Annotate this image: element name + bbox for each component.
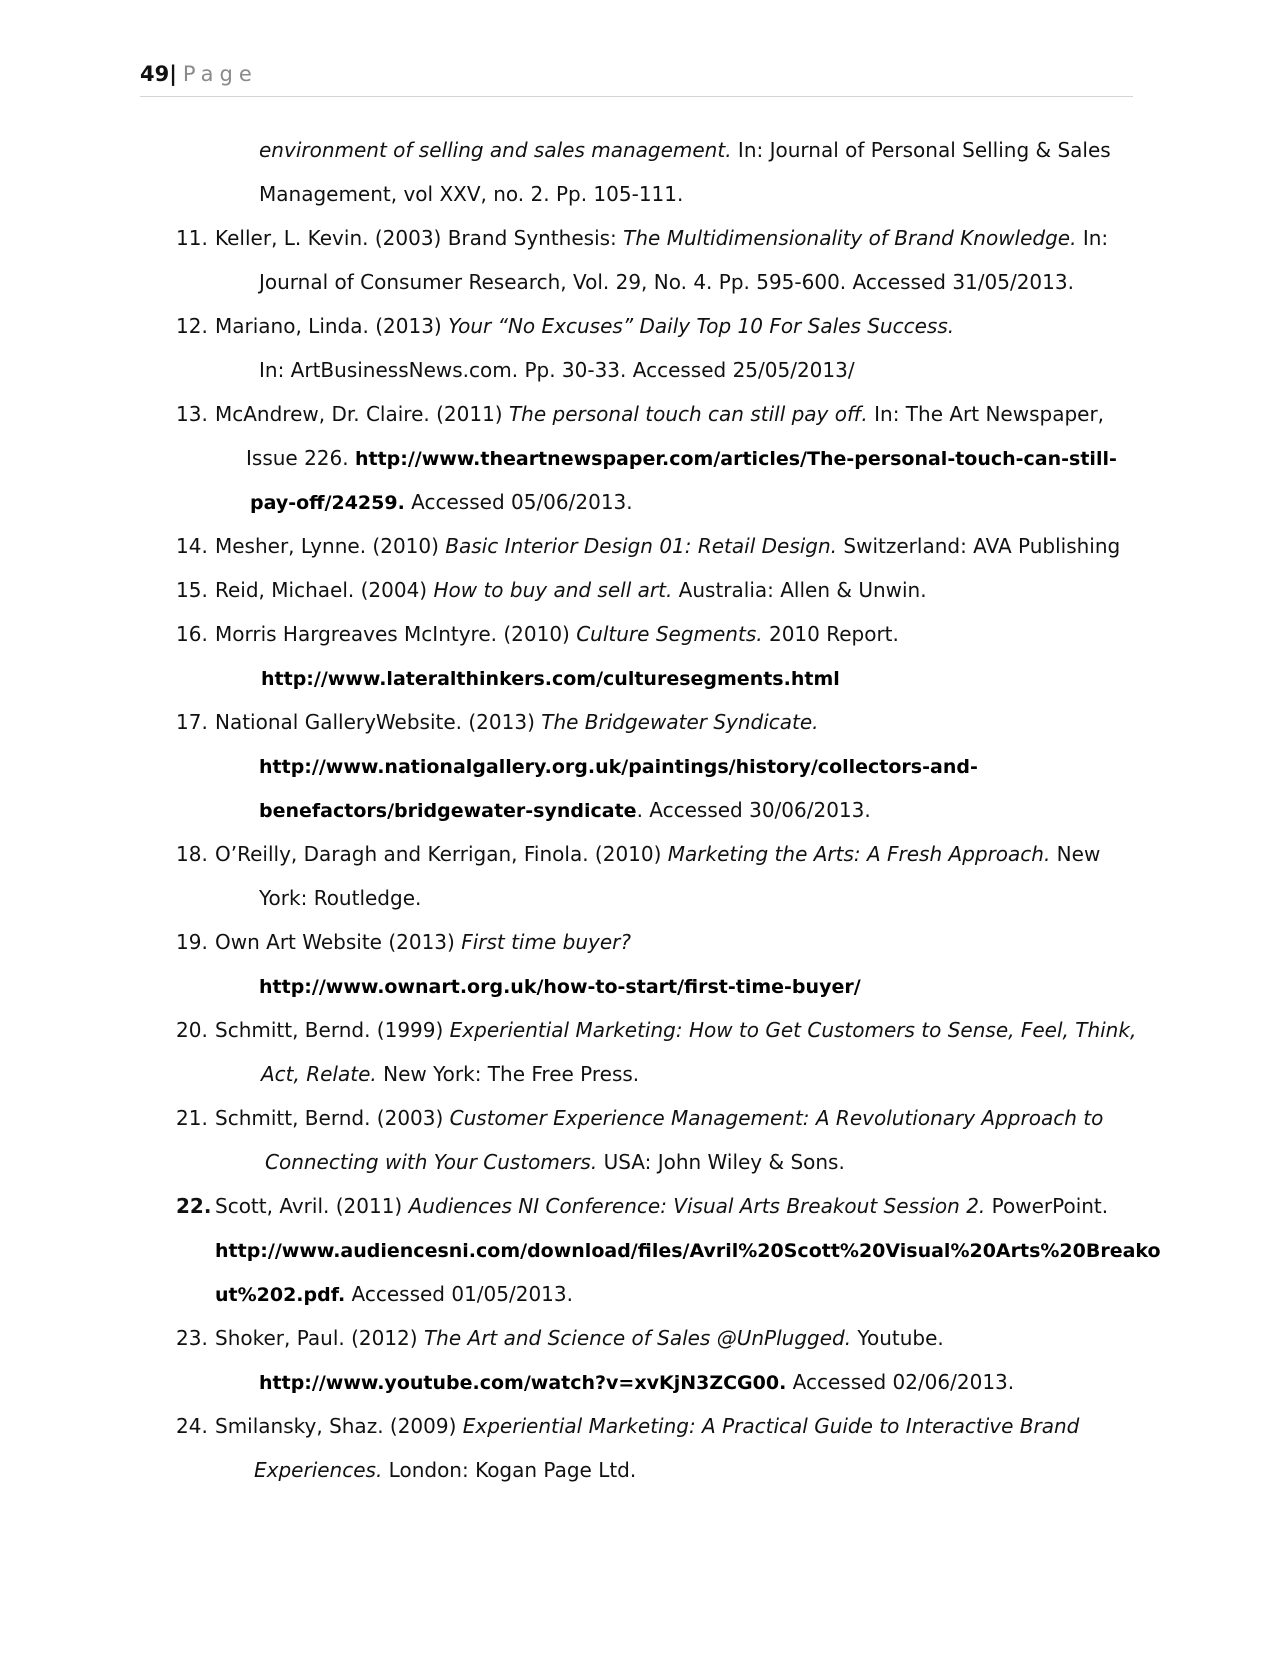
reference-continuation-line2: Management, vol XXV, no. 2. Pp. 105-111. (259, 182, 684, 206)
reference-item-line2: Issue 226. http://www.theartnewspaper.com/articles/The-personal-touch-can-still- (246, 446, 1117, 470)
reference-item-line2: http://www.youtube.com/watch?v=xvKjN3ZCG00. Accessed 02/06/2013. (259, 1370, 1015, 1394)
reference-number: 21. (176, 1106, 208, 1130)
page-number: 49| (140, 62, 177, 86)
reference-item-line3: ut%202.pdf. Accessed 01/05/2013. (215, 1282, 573, 1306)
reference-number: 18. (176, 842, 208, 866)
reference-item-line2 (259, 752, 978, 781)
reference-link[interactable]: pay-off/24259. (250, 492, 405, 514)
reference-number: 11. (176, 226, 208, 250)
reference-item-line3: pay-off/24259. Accessed 05/06/2013. (250, 490, 633, 514)
reference-item: McAndrew, Dr. Claire. (2011) The personal touch can still pay off. In: The Art Newspaper, (215, 402, 1105, 426)
reference-link[interactable]: http://www.audiencesni.com/download/files/Avril%20Scott%20Visual%20Arts%20Breako (215, 1240, 1161, 1262)
reference-link[interactable]: http://www.youtube.com/watch?v=xvKjN3ZCG00. (259, 1372, 787, 1394)
reference-link[interactable]: http://www.ownart.org.uk/how-to-start/first-time-buyer/ (259, 976, 861, 998)
reference-number: 14. (176, 534, 208, 558)
reference-item-line2: In: ArtBusinessNews.com. Pp. 30-33. Accessed 25/05/2013/ (259, 358, 855, 382)
reference-continuation-line1: environment of selling and sales management. In: Journal of Personal Selling & Sales (259, 138, 1111, 162)
reference-item-line2 (259, 972, 861, 1001)
page-header (140, 62, 1133, 97)
reference-link[interactable]: ut%202.pdf. (215, 1284, 346, 1306)
reference-item-line2: Connecting with Your Customers. USA: John Wiley & Sons. (265, 1150, 845, 1174)
reference-item: Mesher, Lynne. (2010) Basic Interior Design 01: Retail Design. Switzerland: AVA Publishing (215, 534, 1121, 558)
reference-link[interactable]: benefactors/bridgewater-syndicate (259, 800, 637, 822)
page-label: Page (182, 62, 258, 86)
reference-item: Shoker, Paul. (2012) The Art and Science of Sales @UnPlugged. Youtube. (215, 1326, 944, 1350)
reference-link[interactable]: http://www.theartnewspaper.com/articles/The-personal-touch-can-still- (354, 448, 1117, 470)
reference-number: 23. (176, 1326, 208, 1350)
reference-item-line2 (215, 1236, 1161, 1265)
reference-number: 17. (176, 710, 208, 734)
reference-item: Scott, Avril. (2011) Audiences NI Conference: Visual Arts Breakout Session 2. PowerPoint. (215, 1194, 1109, 1218)
reference-item-line3: benefactors/bridgewater-syndicate. Accessed 30/06/2013. (259, 798, 871, 822)
reference-number: 22. (176, 1194, 212, 1218)
reference-number: 24. (176, 1414, 208, 1438)
reference-item: Morris Hargreaves McIntyre. (2010) Culture Segments. 2010 Report. (215, 622, 899, 646)
reference-item: Schmitt, Bernd. (2003) Customer Experience Management: A Revolutionary Approach to (215, 1106, 1104, 1130)
reference-item-line2: Journal of Consumer Research, Vol. 29, No. 4. Pp. 595-600. Accessed 31/05/2013. (259, 270, 1074, 294)
reference-item: Reid, Michael. (2004) How to buy and sell art. Australia: Allen & Unwin. (215, 578, 927, 602)
reference-item: Smilansky, Shaz. (2009) Experiential Marketing: A Practical Guide to Interactive Brand (215, 1414, 1080, 1438)
reference-link[interactable]: http://www.lateralthinkers.com/culturesegments.html (261, 668, 840, 690)
reference-item: National GalleryWebsite. (2013) The Bridgewater Syndicate. (215, 710, 819, 734)
reference-number: 15. (176, 578, 208, 602)
reference-item: O’Reilly, Daragh and Kerrigan, Finola. (2010) Marketing the Arts: A Fresh Approach. New (215, 842, 1101, 866)
reference-number: 12. (176, 314, 208, 338)
reference-number: 13. (176, 402, 208, 426)
reference-link[interactable]: http://www.nationalgallery.org.uk/paintings/history/collectors-and- (259, 756, 978, 778)
reference-item-line2: Experiences. London: Kogan Page Ltd. (254, 1458, 637, 1482)
reference-number: 16. (176, 622, 208, 646)
reference-item-line2 (261, 664, 840, 693)
reference-number: 20. (176, 1018, 208, 1042)
reference-item: Mariano, Linda. (2013) Your “No Excuses” Daily Top 10 For Sales Success. (215, 314, 955, 338)
reference-item: Schmitt, Bernd. (1999) Experiential Marketing: How to Get Customers to Sense, Feel, Think, (215, 1018, 1137, 1042)
reference-item-line2: York: Routledge. (259, 886, 422, 910)
reference-item: Keller, L. Kevin. (2003) Brand Synthesis: The Multidimensionality of Brand Knowledge. In: (215, 226, 1109, 250)
reference-number: 19. (176, 930, 208, 954)
reference-item: Own Art Website (2013) First time buyer? (215, 930, 631, 954)
reference-item-line2: Act, Relate. New York: The Free Press. (261, 1062, 640, 1086)
